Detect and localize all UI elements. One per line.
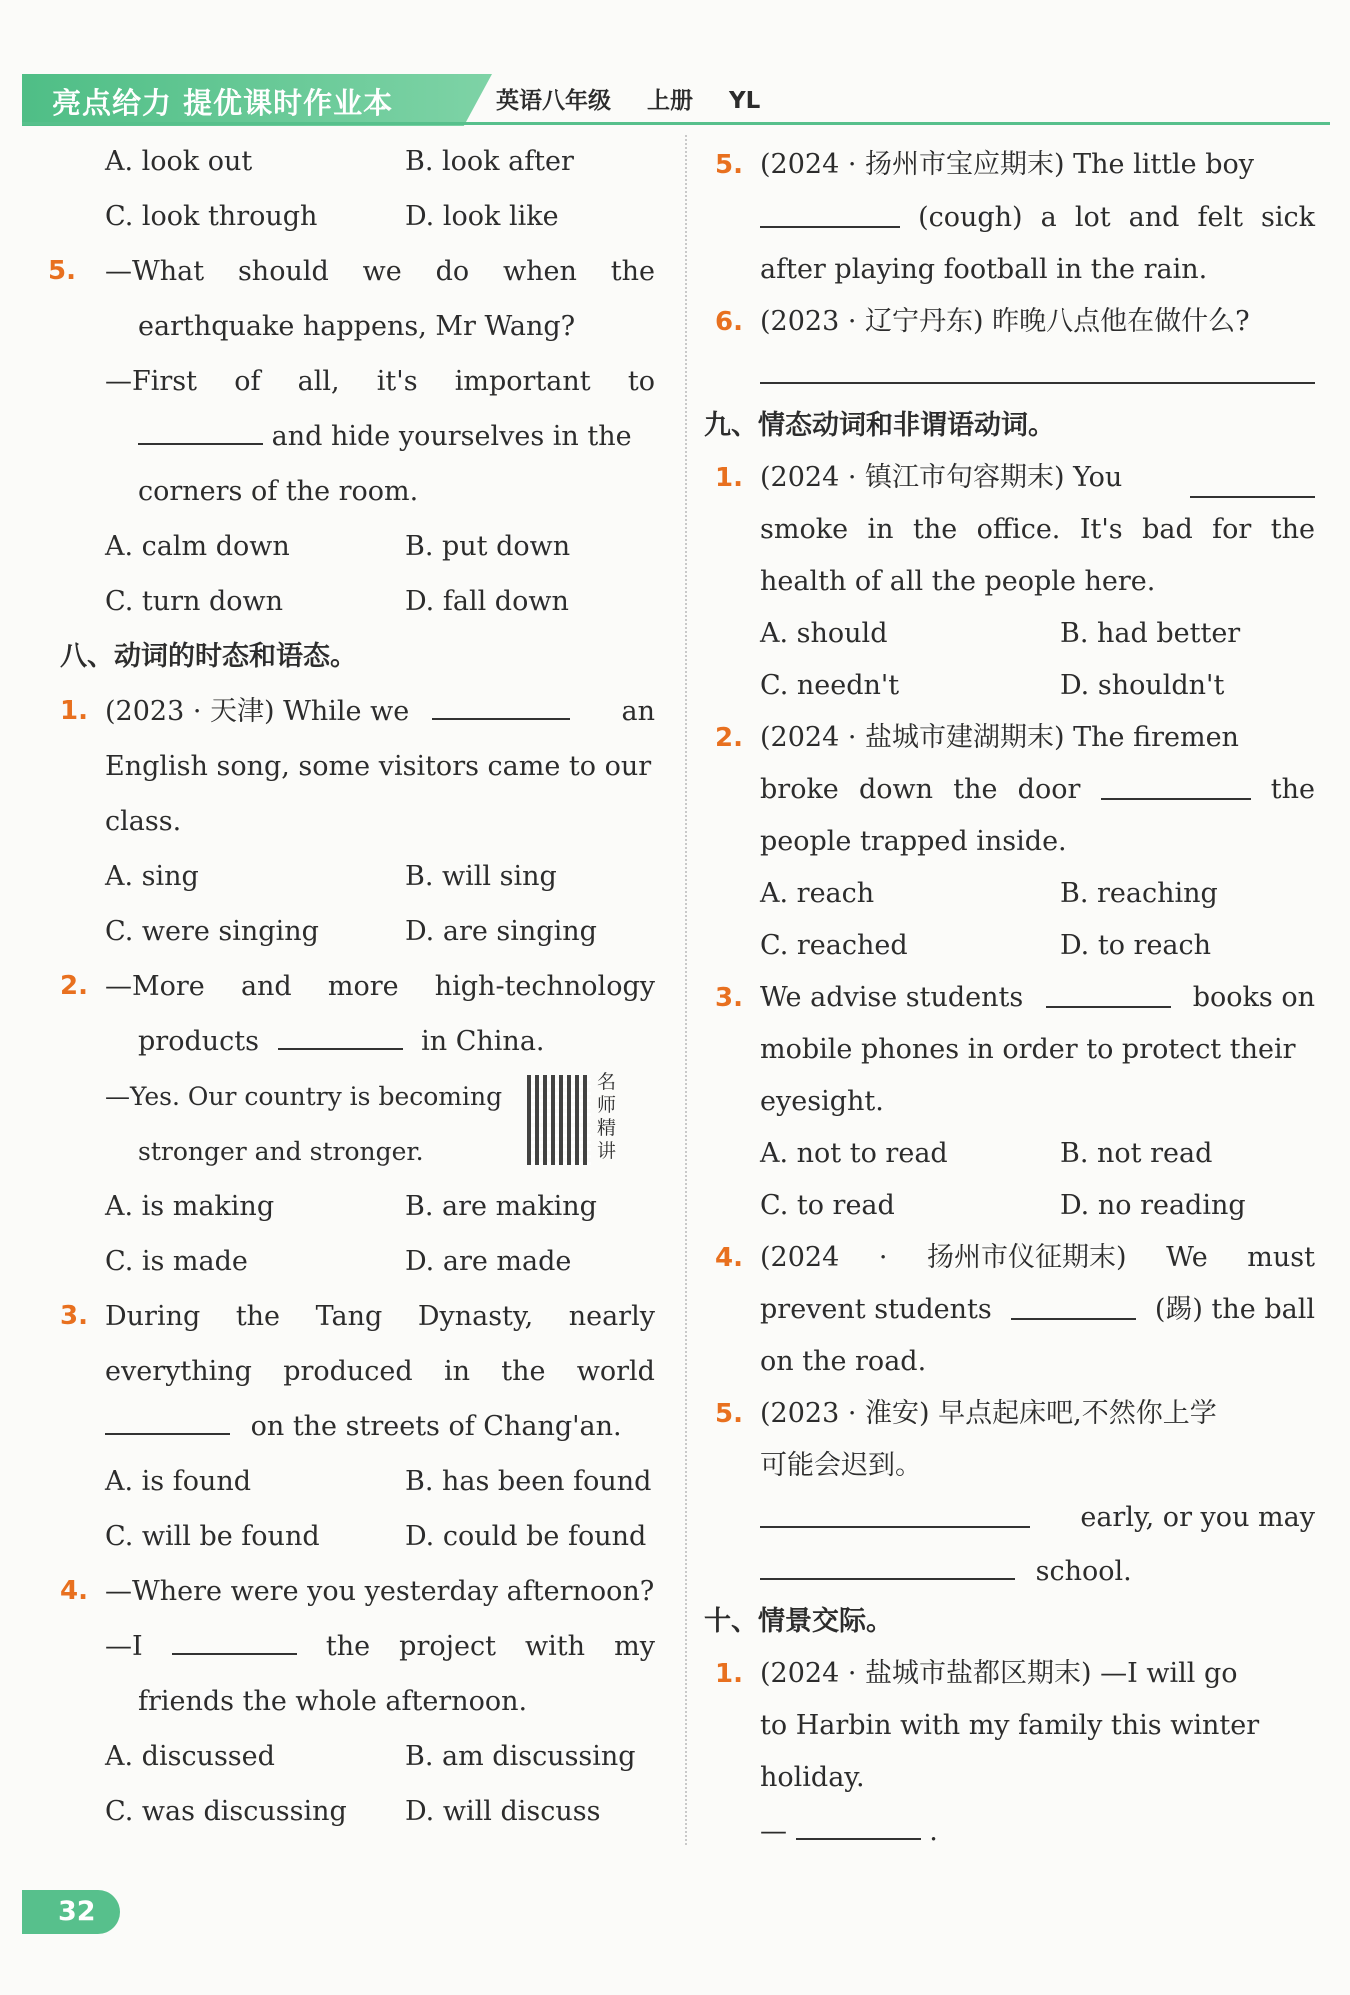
text: an xyxy=(621,696,655,727)
option-row xyxy=(55,189,655,244)
text: (踢) the ball xyxy=(1154,1294,1315,1325)
option-d: D. will discuss xyxy=(405,1796,601,1827)
word: smoke xyxy=(760,514,849,545)
text: on the streets of Chang'an. xyxy=(250,1411,622,1442)
question-line xyxy=(710,1284,1315,1336)
left-column xyxy=(48,134,655,1839)
option-row xyxy=(55,134,655,189)
text: (2024 · 盐城市盐都区期末) —I will go xyxy=(760,1658,1238,1689)
word: the xyxy=(953,774,998,805)
word: the xyxy=(610,256,655,287)
word: in xyxy=(867,514,894,545)
word: 扬州市仪征期末) xyxy=(927,1242,1127,1273)
option-a: A. calm down xyxy=(105,531,290,562)
section-heading: 十、情景交际。 xyxy=(704,1606,893,1637)
question-number: 3. xyxy=(715,983,743,1013)
question-line xyxy=(710,452,1315,504)
word: · xyxy=(878,1242,888,1273)
question-line: friends the whole afternoon. xyxy=(138,1686,528,1717)
text: (2024 · 镇江市句容期末) You xyxy=(760,462,1123,493)
question-line: eyesight. xyxy=(760,1086,884,1117)
question-line xyxy=(710,712,1315,764)
column-divider xyxy=(685,135,687,1845)
question-line xyxy=(55,1344,655,1399)
text: school. xyxy=(1035,1556,1132,1587)
answer-blank[interactable] xyxy=(105,1399,230,1435)
option-b: B. had better xyxy=(1060,618,1241,649)
option-row xyxy=(55,1509,655,1564)
answer-blank[interactable] xyxy=(432,684,570,720)
word: with xyxy=(525,1631,586,1662)
option-a: A. discussed xyxy=(105,1741,275,1772)
question-line xyxy=(710,1232,1315,1284)
question-number: 6. xyxy=(715,307,743,337)
word: down xyxy=(859,774,934,805)
question-number: 2. xyxy=(60,971,88,1001)
question-line: on the road. xyxy=(760,1346,927,1377)
option-d: D. look like xyxy=(405,201,559,232)
word: We xyxy=(1166,1242,1208,1273)
word: do xyxy=(435,256,470,287)
question-line: after playing football in the rain. xyxy=(760,254,1208,285)
question-line xyxy=(55,1619,655,1674)
option-row xyxy=(710,920,1315,972)
question-line xyxy=(710,1388,1315,1440)
qr-code[interactable] xyxy=(527,1075,591,1165)
option-b: B. am discussing xyxy=(405,1741,636,1772)
option-row xyxy=(710,868,1315,920)
word: it's xyxy=(376,366,418,397)
option-a: A. is found xyxy=(105,1466,252,1497)
question-line xyxy=(710,504,1315,556)
word: lot xyxy=(1074,202,1111,233)
question-line xyxy=(55,1014,655,1069)
option-c: C. look through xyxy=(105,201,318,232)
option-a: A. should xyxy=(760,618,888,649)
text: early, or you may xyxy=(1080,1502,1315,1533)
text: —Where were you yesterday afternoon? xyxy=(105,1576,655,1607)
option-row xyxy=(55,849,655,904)
word: project xyxy=(399,1631,496,1662)
book-info xyxy=(496,82,788,115)
word: all, xyxy=(297,366,340,397)
text: —I xyxy=(105,1631,143,1662)
option-b: B. look after xyxy=(405,146,574,177)
text: and hide yourselves in the xyxy=(271,421,632,452)
answer-blank[interactable] xyxy=(1011,1284,1136,1320)
option-d: D. could be found xyxy=(405,1521,647,1552)
word: everything xyxy=(105,1356,252,1387)
word: door xyxy=(1017,774,1081,805)
question-line xyxy=(55,684,655,739)
question-line xyxy=(710,140,1315,192)
question-number: 1. xyxy=(60,696,88,726)
option-row xyxy=(710,1128,1315,1180)
text: (2023 · 淮安) 早点起床吧,不然你上学 xyxy=(760,1398,1217,1429)
text: (2023 · 辽宁丹东) 昨晚八点他在做什么? xyxy=(760,306,1250,337)
word: to xyxy=(627,366,655,397)
question-line xyxy=(710,348,1315,400)
question-number: 1. xyxy=(715,1659,743,1689)
word: a xyxy=(1040,202,1057,233)
option-row xyxy=(710,1180,1315,1232)
word: more xyxy=(327,971,399,1002)
option-c: C. reached xyxy=(760,930,908,961)
edition-label: YL xyxy=(729,88,761,114)
option-row xyxy=(55,519,655,574)
option-d: D. are made xyxy=(405,1246,572,1277)
option-b: B. not read xyxy=(1060,1138,1213,1169)
answer-blank[interactable] xyxy=(138,409,263,445)
option-row xyxy=(55,904,655,959)
question-line: to Harbin with my family this winter xyxy=(760,1710,1260,1741)
question-line xyxy=(55,409,655,464)
word: should xyxy=(237,256,329,287)
word: and xyxy=(240,971,292,1002)
option-row xyxy=(55,1179,655,1234)
word: bad xyxy=(1142,514,1193,545)
question-number: 2. xyxy=(715,723,743,753)
option-a: A. look out xyxy=(105,146,253,177)
question-line: health of all the people here. xyxy=(760,566,1156,597)
question-line: English song, some visitors came to our xyxy=(105,751,652,782)
word: in xyxy=(443,1356,470,1387)
text: in China. xyxy=(421,1026,545,1057)
text: prevent students xyxy=(760,1294,992,1325)
question-line: —Yes. Our country is becoming xyxy=(105,1082,503,1111)
word: of xyxy=(234,366,261,397)
answer-blank[interactable] xyxy=(278,1014,403,1050)
text: (2024 · 盐城市建湖期末) The firemen xyxy=(760,722,1239,753)
word: During xyxy=(105,1301,201,1332)
series-title: 亮点给力 提优课时作业本 xyxy=(52,86,394,120)
word: —More xyxy=(105,971,205,1002)
word: nearly xyxy=(568,1301,655,1332)
question-line: people trapped inside. xyxy=(760,826,1067,857)
option-d: D. no reading xyxy=(1060,1190,1246,1221)
option-row xyxy=(55,1729,655,1784)
question-number: 5. xyxy=(715,1399,743,1429)
option-c: C. needn't xyxy=(760,670,900,701)
answer-blank[interactable] xyxy=(1101,764,1251,800)
option-a: A. not to read xyxy=(760,1138,948,1169)
option-row xyxy=(55,574,655,629)
word: produced xyxy=(283,1356,413,1387)
question-line xyxy=(55,1289,655,1344)
option-d: D. shouldn't xyxy=(1060,670,1225,701)
question-line: class. xyxy=(105,806,182,837)
question-line: earthquake happens, Mr Wang? xyxy=(138,311,576,342)
word: the xyxy=(235,1301,281,1332)
option-row xyxy=(55,1784,655,1839)
answer-blank[interactable] xyxy=(796,1804,921,1840)
question-line xyxy=(55,354,655,409)
question-line xyxy=(710,1648,1315,1700)
option-row xyxy=(55,1234,655,1289)
question-line xyxy=(710,296,1315,348)
word: we xyxy=(362,256,402,287)
text: We advise students xyxy=(760,982,1024,1013)
text: (2023 · 天津) While we xyxy=(105,696,410,727)
option-a: A. is making xyxy=(105,1191,275,1222)
text: . xyxy=(929,1816,938,1847)
word: important xyxy=(454,366,591,397)
option-c: C. to read xyxy=(760,1190,895,1221)
word: It's xyxy=(1079,514,1123,545)
question-line xyxy=(55,1399,655,1454)
option-b: B. has been found xyxy=(405,1466,652,1497)
question-line xyxy=(55,1564,655,1619)
question-number: 4. xyxy=(60,1576,88,1606)
page-number: 32 xyxy=(22,1890,120,1934)
option-d: D. to reach xyxy=(1060,930,1212,961)
answer-blank[interactable] xyxy=(172,1619,297,1655)
option-d: D. are singing xyxy=(405,916,597,947)
right-column xyxy=(704,140,1315,1856)
word: must xyxy=(1247,1242,1315,1273)
answer-blank[interactable] xyxy=(1190,462,1315,498)
option-b: B. put down xyxy=(405,531,571,562)
option-b: B. will sing xyxy=(405,861,557,892)
section-heading: 九、情态动词和非谓语动词。 xyxy=(704,410,1055,441)
answer-blank[interactable] xyxy=(760,348,1315,384)
header-divider xyxy=(22,122,1330,125)
option-b: B. are making xyxy=(405,1191,597,1222)
question-line xyxy=(55,959,655,1014)
subject-label: 英语八年级 xyxy=(496,88,611,114)
question-line: mobile phones in order to protect their xyxy=(760,1034,1296,1065)
qr-label: 名师精讲 xyxy=(597,1071,617,1162)
option-a: A. sing xyxy=(105,861,199,892)
text: (2024 · 扬州市宝应期末) The little boy xyxy=(760,149,1255,180)
hint-word: (cough) xyxy=(918,202,1023,233)
word: —What xyxy=(105,256,205,287)
option-a: A. reach xyxy=(760,878,875,909)
word: (2024 xyxy=(760,1242,840,1273)
option-row xyxy=(710,608,1315,660)
word: sick xyxy=(1261,202,1315,233)
question-line: corners of the room. xyxy=(138,476,419,507)
word: the xyxy=(501,1356,546,1387)
word: the xyxy=(325,1631,371,1662)
text: books on xyxy=(1192,982,1315,1013)
word: felt xyxy=(1197,202,1243,233)
option-d: D. fall down xyxy=(405,586,569,617)
question-line: 可能会迟到。 xyxy=(760,1450,922,1481)
volume-label: 上册 xyxy=(647,88,694,114)
question-line: holiday. xyxy=(760,1762,865,1793)
answer-blank[interactable] xyxy=(1046,972,1171,1008)
question-number: 5. xyxy=(48,256,76,286)
option-row xyxy=(710,660,1315,712)
option-c: C. were singing xyxy=(105,916,319,947)
word: the xyxy=(912,514,958,545)
text: products xyxy=(138,1026,259,1057)
section-heading: 八、动词的时态和语态。 xyxy=(60,641,357,672)
option-c: C. will be found xyxy=(105,1521,320,1552)
option-row xyxy=(55,1454,655,1509)
word: —First xyxy=(105,366,197,397)
answer-blank[interactable] xyxy=(760,192,900,228)
text: — xyxy=(760,1816,787,1847)
word: when xyxy=(502,256,577,287)
question-line xyxy=(710,1492,1315,1544)
option-c: C. turn down xyxy=(105,586,284,617)
question-number: 3. xyxy=(60,1301,88,1331)
question-line xyxy=(48,244,655,299)
question-number: 4. xyxy=(715,1243,743,1273)
word: Tang xyxy=(315,1301,383,1332)
word: office. xyxy=(976,514,1061,545)
question-line: stronger and stronger. xyxy=(138,1137,424,1166)
word: broke xyxy=(760,774,839,805)
answer-blank[interactable] xyxy=(760,1492,1030,1528)
word: high-technology xyxy=(434,971,655,1002)
word: and xyxy=(1128,202,1180,233)
word: Dynasty, xyxy=(417,1301,534,1332)
question-line xyxy=(710,1544,1315,1596)
word: for xyxy=(1212,514,1252,545)
question-line xyxy=(710,1804,1315,1856)
word: the xyxy=(1270,774,1315,805)
word: world xyxy=(576,1356,655,1387)
option-b: B. reaching xyxy=(1060,878,1218,909)
qr-block xyxy=(55,1069,655,1179)
question-number: 5. xyxy=(715,150,743,180)
option-c: C. was discussing xyxy=(105,1796,347,1827)
question-line xyxy=(710,192,1315,244)
question-number: 1. xyxy=(715,463,743,493)
answer-blank[interactable] xyxy=(760,1544,1015,1580)
word: the xyxy=(1270,514,1315,545)
option-c: C. is made xyxy=(105,1246,248,1277)
question-line xyxy=(710,764,1315,816)
question-line xyxy=(710,972,1315,1024)
word: my xyxy=(614,1631,655,1662)
